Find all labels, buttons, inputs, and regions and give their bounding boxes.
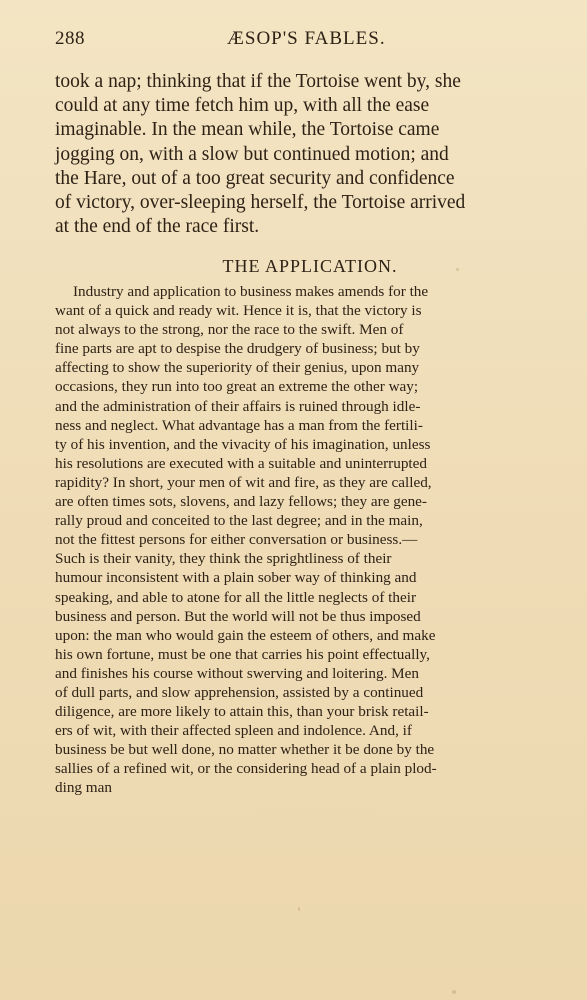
application-line: ness and neglect. What advantage has a man from the fertili- bbox=[55, 416, 423, 434]
fable-line: at the end of the race first. bbox=[55, 216, 260, 238]
application-line: not always to the strong, nor the race to the swift. Men of bbox=[55, 321, 404, 339]
application-line: and finishes his course without swerving and loitering. Men bbox=[55, 664, 420, 682]
application-line: business be but well done, no matter whether it be done by the bbox=[55, 741, 435, 759]
application-line: Industry and application to business makes amends for the bbox=[73, 283, 429, 300]
fable-paragraph bbox=[55, 70, 565, 239]
application-line: occasions, they run into too great an extreme the other way; bbox=[55, 378, 419, 396]
application-line: and the administration of their affairs is ruined through idle- bbox=[55, 397, 421, 415]
application-line: want of a quick and ready wit. Hence it is, that the victory is bbox=[55, 302, 422, 320]
paper-speck bbox=[298, 907, 300, 911]
application-line: diligence, are more likely to attain this, than your brisk retail- bbox=[55, 703, 429, 721]
application-line: upon: the man who would gain the esteem of others, and make bbox=[55, 626, 436, 644]
fable-line: the Hare, out of a too great security and confidence bbox=[55, 167, 455, 189]
application-line: rally proud and conceited to the last degree; and in the main, bbox=[55, 512, 423, 530]
application-line: ty of his invention, and the vivacity of his imagination, unless bbox=[55, 435, 431, 453]
application-line: his resolutions are executed with a suitable and uninterrupted bbox=[55, 454, 427, 472]
application-line: ers of wit, with their affected spleen and indolence. And, if bbox=[55, 722, 412, 740]
application-line: his own fortune, must be one that carries his point effectually, bbox=[55, 645, 430, 663]
application-line: ding man bbox=[55, 779, 112, 797]
paper-speck bbox=[452, 990, 456, 994]
application-line: business and person. But the world will not be thus imposed bbox=[55, 607, 421, 625]
section-heading: THE APPLICATION. bbox=[222, 256, 398, 276]
page-number: 288 bbox=[55, 28, 85, 49]
application-paragraph bbox=[55, 282, 565, 798]
application-line: humour inconsistent with a plain sober way of thinking and bbox=[55, 569, 417, 587]
application-line: not the fittest persons for either conversation or business.— bbox=[55, 531, 418, 549]
fable-line: jogging on, with a slow but continued motion; and bbox=[55, 143, 449, 165]
page-header bbox=[55, 28, 565, 56]
fable-line: of victory, over-sleeping herself, the Tortoise arrived bbox=[55, 192, 466, 214]
application-line: rapidity? In short, your men of wit and fire, as they are called, bbox=[55, 473, 432, 491]
fable-line: could at any time fetch him up, with all the ease bbox=[55, 95, 430, 117]
application-line: speaking, and able to atone for all the little neglects of their bbox=[55, 588, 416, 606]
application-line: sallies of a refined wit, or the considering head of a plain plod- bbox=[55, 760, 437, 778]
application-line: affecting to show the superiority of their genius, upon many bbox=[55, 359, 420, 377]
fable-line: imaginable. In the mean while, the Tortoise came bbox=[55, 119, 440, 141]
running-title: ÆSOP'S FABLES. bbox=[227, 28, 386, 49]
application-line: fine parts are apt to despise the drudgery of business; but by bbox=[55, 340, 420, 358]
paper-speck bbox=[456, 268, 459, 271]
application-line: of dull parts, and slow apprehension, assisted by a continued bbox=[55, 683, 424, 701]
application-line: are often times sots, slovens, and lazy fellows; they are gene- bbox=[55, 493, 427, 511]
application-line: Such is their vanity, they think the sprightliness of their bbox=[55, 550, 392, 568]
fable-line: took a nap; thinking that if the Tortoise went by, she bbox=[55, 71, 461, 92]
